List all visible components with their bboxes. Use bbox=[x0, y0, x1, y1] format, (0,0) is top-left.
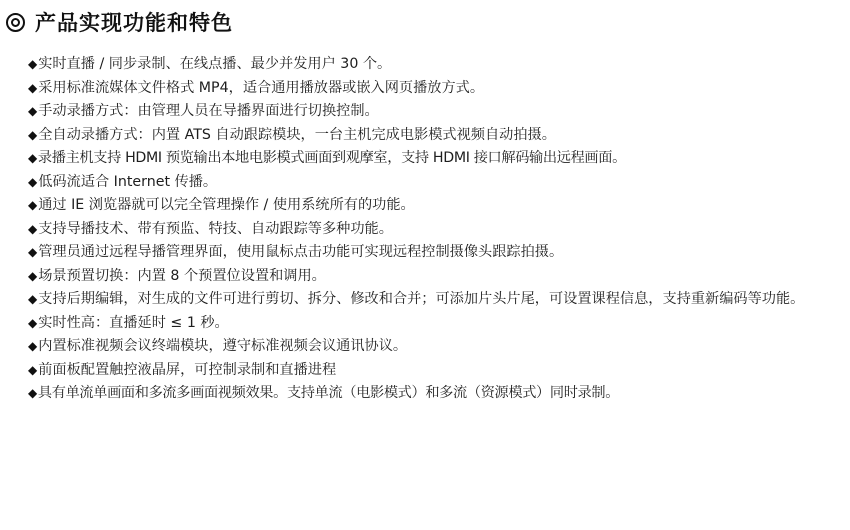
list-item bbox=[28, 335, 838, 359]
diamond-bullet-icon: ◆ bbox=[28, 292, 38, 306]
list-item-text: 录播主机支持 HDMI 预览输出本地电影模式画面到观摩室，支持 HDMI 接口解码输出远程画面。 bbox=[37, 150, 626, 166]
diamond-bullet-icon: ◆ bbox=[28, 245, 38, 259]
list-item-text: 支持后期编辑，对生成的文件可进行剪切、拆分、修改和合并；可添加片头片尾，可设置课程信息，支持重新编码等功能。 bbox=[38, 291, 805, 307]
diamond-bullet-icon: ◆ bbox=[28, 151, 37, 165]
diamond-bullet-icon: ◆ bbox=[28, 104, 38, 118]
section-title: 产品实现功能和特色 bbox=[35, 10, 233, 35]
list-item bbox=[28, 194, 838, 218]
list-item-text: 实时性高：直播延时 ≤ 1 秒。 bbox=[38, 314, 229, 331]
diamond-bullet-icon: ◆ bbox=[28, 80, 38, 95]
list-item-text: 全自动录播方式：内置 ATS 自动跟踪模块，一台主机完成电影模式视频自动拍摄。 bbox=[38, 126, 556, 143]
list-item bbox=[28, 100, 838, 124]
list-item-text: 通过 IE 浏览器就可以完全管理操作 / 使用系统所有的功能。 bbox=[38, 197, 415, 213]
diamond-bullet-icon: ◆ bbox=[28, 268, 38, 283]
list-item bbox=[28, 312, 838, 336]
feature-list bbox=[28, 53, 838, 406]
diamond-bullet-icon: ◆ bbox=[28, 127, 38, 142]
list-item-text: 场景预置切换：内置 8 个预置位设置和调用。 bbox=[38, 267, 326, 284]
list-item bbox=[28, 359, 838, 383]
diamond-bullet-icon: ◆ bbox=[28, 198, 38, 212]
list-item bbox=[28, 147, 838, 171]
list-item bbox=[28, 218, 838, 242]
list-item bbox=[28, 241, 838, 265]
diamond-bullet-icon: ◆ bbox=[28, 339, 38, 353]
list-item bbox=[28, 53, 838, 77]
list-item bbox=[28, 77, 838, 101]
diamond-bullet-icon: ◆ bbox=[28, 221, 38, 236]
list-item bbox=[10, 288, 818, 312]
list-item bbox=[28, 382, 838, 406]
bullseye-icon bbox=[6, 13, 25, 32]
list-item-text: 实时直播 / 同步录制、在线点播、最少并发用户 30 个。 bbox=[38, 56, 392, 72]
diamond-bullet-icon: ◆ bbox=[28, 386, 37, 400]
diamond-bullet-icon: ◆ bbox=[28, 174, 38, 189]
list-item-text: 内置标准视频会议终端模块，遵守标准视频会议通讯协议。 bbox=[38, 338, 408, 354]
list-item-text: 具有单流单画面和多流多画面视频效果。支持单流（电影模式）和多流（资源模式）同时录制。 bbox=[37, 385, 620, 401]
list-item-text: 采用标准流媒体文件格式 MP4，适合通用播放器或嵌入网页播放方式。 bbox=[38, 79, 485, 96]
list-item bbox=[28, 265, 838, 289]
list-item-text: 前面板配置触控液晶屏，可控制录制和直播进程 bbox=[38, 361, 337, 378]
list-item bbox=[28, 171, 838, 195]
diamond-bullet-icon: ◆ bbox=[28, 315, 38, 330]
diamond-bullet-icon: ◆ bbox=[28, 57, 38, 71]
list-item bbox=[28, 124, 838, 148]
list-item-text: 支持导播技术、带有预监、特技、自动跟踪等多种功能。 bbox=[38, 220, 393, 237]
list-item-text: 手动录播方式：由管理人员在导播界面进行切换控制。 bbox=[38, 103, 379, 119]
list-item-text: 管理员通过远程导播管理界面，使用鼠标点击功能可实现远程控制摄像头跟踪拍摄。 bbox=[38, 244, 564, 260]
section-heading bbox=[6, 6, 233, 38]
diamond-bullet-icon: ◆ bbox=[28, 362, 38, 377]
list-item-text: 低码流适合 Internet 传播。 bbox=[38, 173, 218, 190]
